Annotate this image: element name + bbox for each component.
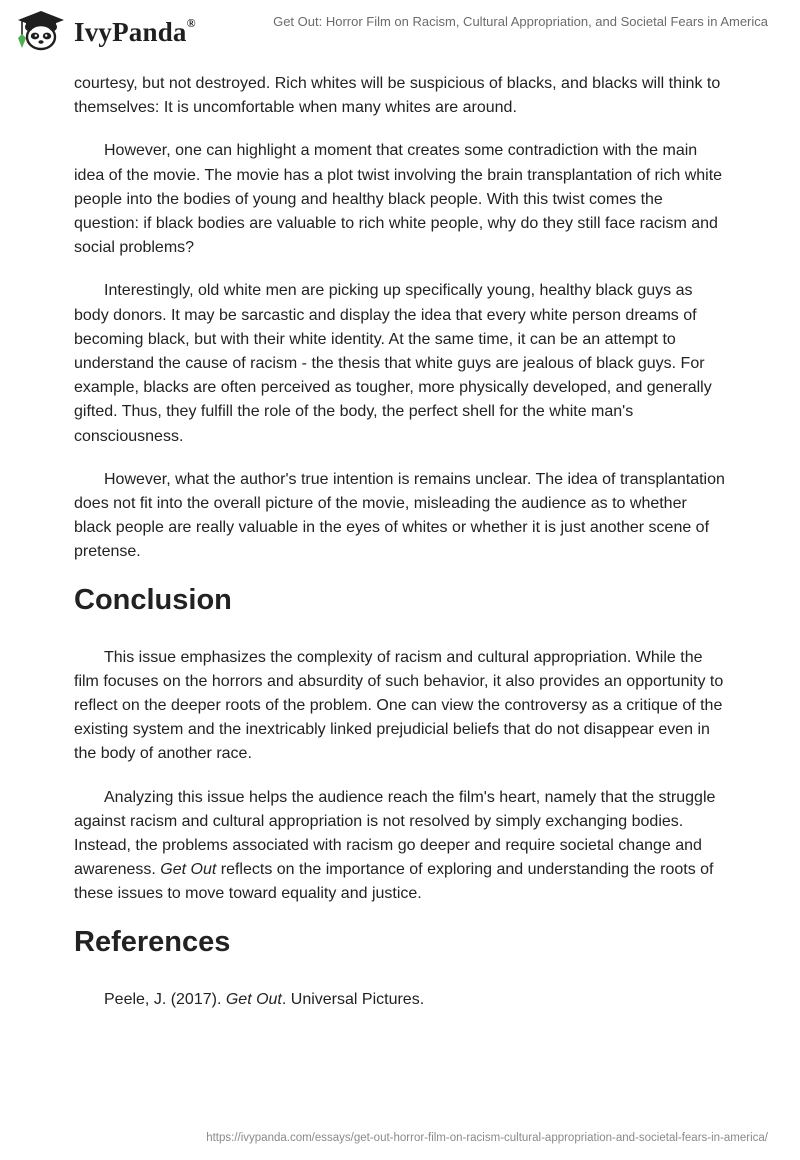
paragraph: However, what the author's true intention is remains unclear. The idea of transplantation does not fit into the overall picture of the movie, misleading the audience as to whether black people are really valuable in the eyes of whites or whether it is just another scene of pretense. <box>74 470 725 561</box>
text-run: . Universal Pictures. <box>281 990 425 1008</box>
conclusion-heading: Conclusion <box>74 583 232 616</box>
paragraph-continued: courtesy, but not destroyed. Rich whites will be suspicious of blacks, and blacks will think to themselves: It is uncomfortable when many whites are around. <box>74 75 721 117</box>
registered-mark: ® <box>186 15 196 30</box>
paragraph: However, one can highlight a moment that creates some contradiction with the main idea of the movie. The movie has a plot twist involving the brain transplantation of rich white people into the bodies of young and healthy black people. With this twist comes the question: if black bodies are valuable to rich white people, why do they still face racism and social problems? <box>74 142 723 257</box>
paragraph: This issue emphasizes the complexity of racism and cultural appropriation. While the film focuses on the horrors and absurdity of such behavior, it also provides an opportunity to reflect on the deeper roots of the problem. One can view the controversy as a critique of the existing system and the inextricably linked prejudicial beliefs that do not disappear even in the body of another race. <box>74 648 724 763</box>
source-url[interactable]: https://ivypanda.com/essays/get-out-horror-film-on-racism-cultural-appropriation-and-societal-fears-in-america/ <box>206 1132 768 1144</box>
text-run: reflects on the importance of exploring and understanding the roots of these issues to move toward equality and justice. <box>74 861 714 903</box>
paragraph <box>74 786 726 907</box>
document-title: Get Out: Horror Film on Racism, Cultural Appropriation, and Societal Fears in America <box>273 14 768 29</box>
brand-name: IvyPanda® <box>74 15 196 47</box>
text-run: Analyzing this issue helps the audience reach the film's heart, namely that the struggle against racism and cultural appropriation is not resolved by simply exchanging bodies. Instead, the problems associated with racism go deeper and require societal change and awareness. <box>74 788 716 879</box>
film-title: Get Out <box>160 861 217 879</box>
ivypanda-logo[interactable] <box>14 8 196 52</box>
text-run: Peele, J. (2017). <box>104 990 226 1008</box>
references-heading: References <box>74 925 231 958</box>
reference-entry <box>74 988 726 1012</box>
film-title: Get Out <box>225 990 282 1008</box>
panda-logo-icon <box>14 8 68 52</box>
essay-body <box>74 72 726 1031</box>
paragraph: Interestingly, old white men are picking up specifically young, healthy black guys as body donors. It may be sarcastic and display the idea that every white person dreams of becoming black, but with their white identity. At the same time, it can be an attempt to understand the cause of racism - the thesis that white guys are jealous of black guys. For example, blacks are often perceived as tougher, more physically developed, and generally gifted. Thus, they fulfill the role of the body, the perfect shell for the white man's consciousness. <box>74 282 712 445</box>
page-header <box>0 0 800 72</box>
